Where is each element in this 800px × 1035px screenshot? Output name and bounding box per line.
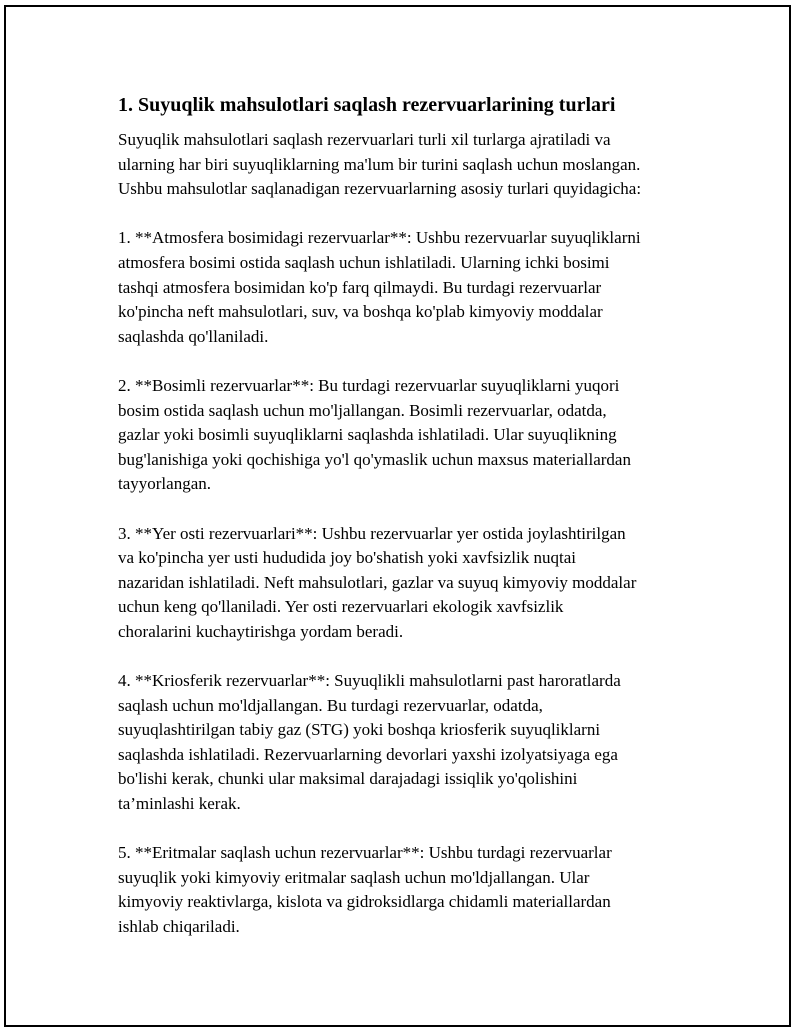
section-heading: 1. Suyuqlik mahsulotlari saqlash rezervuarlarining turlari [118,94,616,116]
paragraph-underground-tanks: 3. **Yer osti rezervuarlari**: Ushbu rezervuarlar yer ostida joylashtirilgan va ko'pincha yer usti hududida joy bo'shatish yoki xavfsizlik nuqtai nazaridan ishlatiladi. Neft mahsulotlari, gazlar va suyuq kimyoviy moddalar uchun keng qo'llaniladi. Yer osti rezervuarlari ekologik xavfsizlik choralarini kuchaytirishga yordam beradi. [118,523,637,641]
paragraph-solution-tanks: 5. **Eritmalar saqlash uchun rezervuarlar**: Ushbu turdagi rezervuarlar suyuqlik yoki kimyoviy eritmalar saqlash uchun mo'ldjallangan. Ular kimyoviy reaktivlarga, kislota va gidroksidlarga chidamli materiallardan ishlab chiqariladi. [118,843,612,936]
paragraph-pressure-tanks: 2. **Bosimli rezervuarlar**: Bu turdagi rezervuarlar suyuqliklarni yuqori bosim ostida saqlash uchun mo'ljallangan. Bosimli rezervuarlar, odatda, gazlar yoki bosimli suyuqliklarni saqlashda ishlatiladi. Ular suyuqlikning bug'lanishiga yoki qochishiga yo'l qo'ymaslik uchun maxsus materiallardan tayyorlangan. [118,375,631,494]
document-body [118,92,698,964]
intro-paragraph: Suyuqlik mahsulotlari saqlash rezervuarlari turli xil turlarga ajratiladi va ularning har biri suyuqliklarning ma'lum bir turini saqlash uchun moslangan. Ushbu mahsulotlar saqlanadigan rezervuarlarning asosiy turlari quyidagicha: [118,130,642,199]
paragraph-atmospheric-tanks: 1. **Atmosfera bosimidagi rezervuarlar**: Ushbu rezervuarlar suyuqliklarni atmosfera bosimi ostida saqlash uchun ishlatiladi. Ularning ichki bosimi tashqi atmosfera bosimidan ko'p farq qilmaydi. Bu turdagi rezervuarlar ko'pincha neft mahsulotlari, suv, va boshqa ko'plab kimyoviy moddalar saqlashda qo'llaniladi. [118,228,641,346]
paragraph-cryogenic-tanks: 4. **Kriosferik rezervuarlar**: Suyuqlikli mahsulotlarni past haroratlarda saqlash uchun mo'ldjallangan. Bu turdagi rezervuarlar, odatda, suyuqlashtirilgan tabiy gaz (STG) yoki boshqa kriosferik suyuqliklarni saqlashda ishlatiladi. Rezervuarlarning devorlari yaxshi izolyatsiyaga ega bo'lishi kerak, chunki ular maksimal darajadagi issiqlik yo'qolishini ta’minlashi kerak. [118,671,621,814]
